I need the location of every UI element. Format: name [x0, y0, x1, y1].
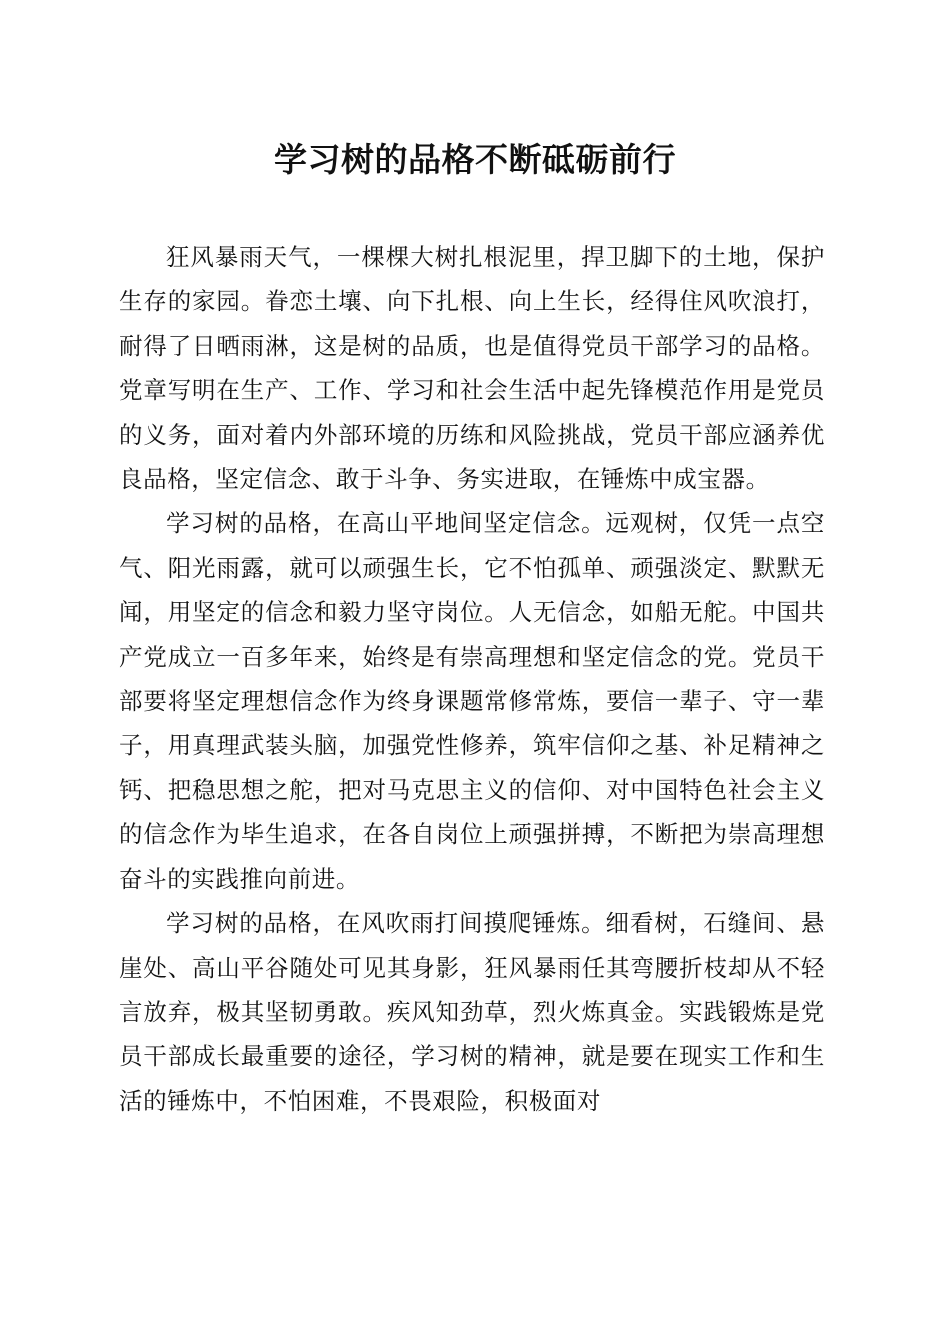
paragraph-firm-belief: 学习树的品格，在高山平地间坚定信念。远观树，仅凭一点空气、阳光雨露，就可以顽强生长，它不怕孤单、顽强淡定、默默无闻，用坚定的信念和毅力坚守岗位。人无信念，如船无舵。中国共产党成立一百多年来，始终是有崇高理想和坚定信念的党。党员干部要将坚定理想信念作为终身课题常修常炼，要信一辈子、守一辈子，用真理武装头脑，加强党性修养，筑牢信仰之基、补足精神之钙、把稳思想之舵，把对马克思主义的信仰、对中国特色社会主义的信念作为毕生追求，在各自岗位上顽强拼搏，不断把为崇高理想奋斗的实践推向前进。	[119, 509, 825, 893]
paragraph-intro: 狂风暴雨天气，一棵棵大树扎根泥里，捍卫脚下的土地，保护生存的家园。眷恋土壤、向下扎根、向上生长，经得住风吹浪打，耐得了日晒雨淋，这是树的品质，也是值得党员干部学习的品格。党章写明在生产、工作、学习和社会生活中起先锋模范作用是党员的义务，面对着内外部环境的历练和风险挑战，党员干部应涵养优良品格，坚定信念、敢于斗争、务实进取，在锤炼中成宝器。	[119, 243, 825, 494]
page-title: 学习树的品格不断砥砺前行	[274, 140, 676, 179]
document-body	[119, 235, 825, 1123]
paragraph-tempering: 学习树的品格，在风吹雨打间摸爬锤炼。细看树，石缝间、悬崖处、高山平谷随处可见其身影，狂风暴雨任其弯腰折枝却从不轻言放弃，极其坚韧勇敢。疾风知劲草，烈火炼真金。实践锻炼是党员干部成长最重要的途径，学习树的精神，就是要在现实工作和生活的锤炼中，不怕困难，不畏艰险，积极面对	[119, 909, 825, 1115]
